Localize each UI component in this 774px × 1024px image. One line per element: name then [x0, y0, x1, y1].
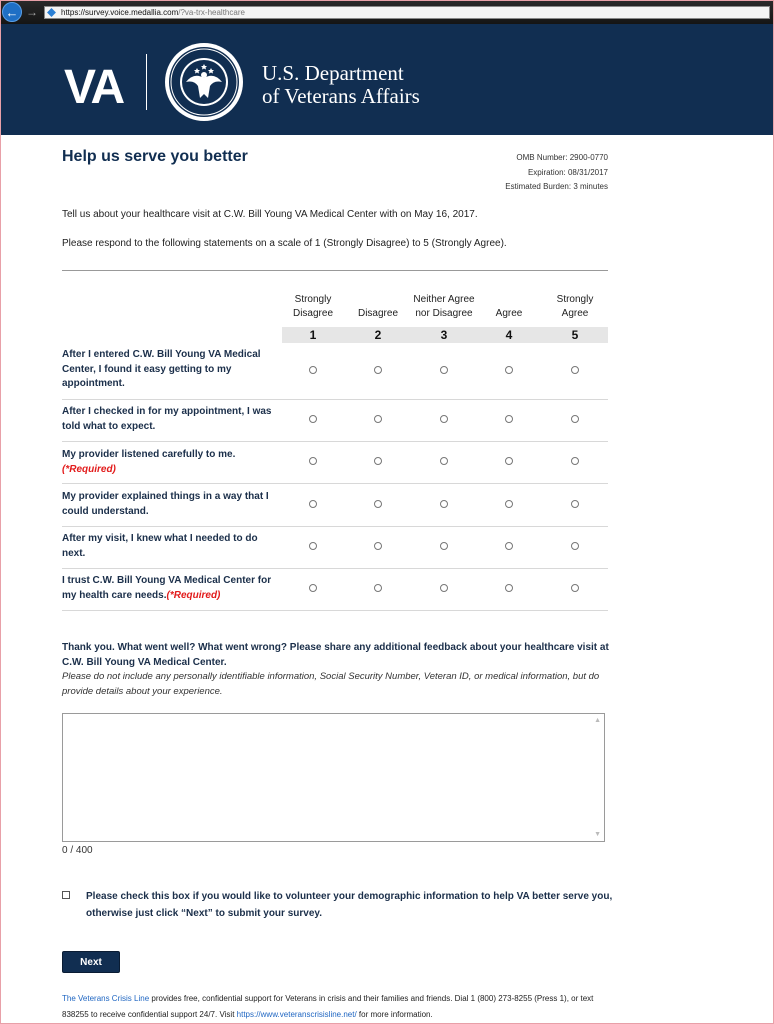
radio-q5-option-1[interactable] — [309, 542, 317, 550]
arrow-right-icon[interactable]: → — [26, 5, 38, 19]
character-counter: 0 / 400 — [62, 845, 93, 856]
crisis-line-link[interactable]: The Veterans Crisis Line — [62, 994, 150, 1003]
demographics-checkbox[interactable] — [62, 891, 70, 899]
question-row-3 — [62, 442, 608, 484]
radio-q2-option-5[interactable] — [571, 415, 579, 423]
scale-number-2: 2 — [374, 328, 382, 342]
radio-q4-option-3[interactable] — [440, 500, 448, 508]
radio-q1-option-5[interactable] — [571, 366, 579, 374]
question-text-5 — [62, 532, 277, 561]
feedback-note: Please do not include any personally identifiable information, Social Security Number, Veteran ID, or medical information, but do provide details about your experience. — [62, 671, 600, 697]
scale-label-5: Strongly Agree — [556, 294, 594, 319]
url-path: /?va-trx-healthcare — [178, 8, 245, 17]
question-text-4 — [62, 490, 277, 519]
radio-q4-option-2[interactable] — [374, 500, 382, 508]
site-favicon-icon — [47, 8, 56, 17]
scroll-down-icon[interactable]: ▼ — [594, 831, 601, 838]
dept-line-1: U.S. Department — [262, 61, 404, 85]
scale-label-4: Agree — [495, 308, 523, 319]
radio-q2-option-4[interactable] — [505, 415, 513, 423]
arrow-left-icon[interactable]: ← — [2, 2, 22, 22]
required-marker-6: (*Required) — [166, 589, 221, 601]
question-label-2: After I checked in for my appointment, I was told what to expect. — [62, 406, 272, 432]
question-label-5: After my visit, I knew what I needed to do next. — [62, 533, 258, 559]
radio-q5-option-2[interactable] — [374, 542, 382, 550]
radio-q4-option-4[interactable] — [505, 500, 513, 508]
radio-q2-option-3[interactable] — [440, 415, 448, 423]
radio-q3-option-4[interactable] — [505, 457, 513, 465]
question-label-6: I trust C.W. Bill Young VA Medical Center for my health care needs. — [62, 575, 272, 601]
feedback-textarea[interactable] — [62, 713, 605, 842]
crisis-line-footer — [62, 991, 622, 1023]
radio-q1-option-4[interactable] — [505, 366, 513, 374]
radio-q2-option-2[interactable] — [374, 415, 382, 423]
required-marker-3: (*Required) — [62, 463, 116, 475]
radio-q6-option-1[interactable] — [309, 584, 317, 592]
question-row-4 — [62, 484, 608, 527]
omb-burden: Estimated Burden: 3 minutes — [505, 182, 608, 191]
url-host: https://survey.voice.medallia.com — [61, 8, 179, 17]
omb-expiration: Expiration: 08/31/2017 — [527, 167, 608, 177]
radio-q5-option-3[interactable] — [440, 542, 448, 550]
scale-label-1: Strongly Disagree — [292, 294, 334, 319]
scale-number-5: 5 — [571, 328, 579, 342]
question-label-3: My provider listened carefully to me. — [62, 449, 236, 460]
question-row-5 — [62, 527, 608, 569]
radio-q1-option-3[interactable] — [440, 366, 448, 374]
radio-q6-option-3[interactable] — [440, 584, 448, 592]
radio-q4-option-5[interactable] — [571, 500, 579, 508]
omb-number: OMB Number: 2900-0770 — [516, 153, 608, 162]
browser-toolbar — [0, 0, 774, 24]
question-row-1 — [62, 343, 608, 400]
footer-text-2: for more information. — [356, 1010, 433, 1019]
question-label-4: My provider explained things in a way that I could understand. — [62, 491, 269, 517]
scale-number-4: 4 — [505, 328, 513, 342]
radio-q3-option-2[interactable] — [374, 457, 382, 465]
question-row-6 — [62, 569, 608, 611]
omb-info — [505, 151, 608, 195]
scale-label-3: Neither Agree nor Disagree — [413, 294, 475, 319]
radio-q1-option-1[interactable] — [309, 366, 317, 374]
scale-number-1: 1 — [309, 328, 317, 342]
question-label-1: After I entered C.W. Bill Young VA Medical Center, I found it easy getting to my appointment. — [62, 349, 261, 389]
radio-q5-option-5[interactable] — [571, 542, 579, 550]
demographics-label: Please check this box if you would like to volunteer your demographic information to help VA better serve you, otherwise just click “Next” to submit your survey. — [86, 891, 613, 919]
address-bar[interactable] — [44, 6, 770, 19]
radio-q3-option-1[interactable] — [309, 457, 317, 465]
header-banner — [0, 24, 774, 135]
radio-q6-option-2[interactable] — [374, 584, 382, 592]
divider — [62, 270, 608, 271]
question-text-3 — [62, 448, 277, 477]
page-title: Help us serve you better — [62, 148, 248, 165]
question-text-1 — [62, 348, 277, 392]
footer-text-1: provides free, confidential support for Veterans in crisis and their families and friends. Dial 1 (800) 273-8255 (Press 1), or text 838255 to receive confidential support 24/7. Visit — [62, 994, 594, 1019]
department-name — [262, 62, 420, 108]
dept-line-2: of Veterans Affairs — [262, 84, 420, 108]
question-row-2 — [62, 400, 608, 442]
va-logo[interactable]: VA — [64, 61, 124, 114]
logo-divider — [146, 54, 147, 110]
scale-label-2: Disagree — [357, 308, 399, 319]
crisis-site-link[interactable]: https://www.veteranscrisisline.net/ — [236, 1010, 357, 1019]
intro-text: Tell us about your healthcare visit at C.W. Bill Young VA Medical Center with on May 16, 2017. — [62, 209, 478, 220]
radio-q5-option-4[interactable] — [505, 542, 513, 550]
radio-q3-option-5[interactable] — [571, 457, 579, 465]
next-button[interactable]: Next — [62, 951, 120, 973]
radio-q4-option-1[interactable] — [309, 500, 317, 508]
instructions-text: Please respond to the following statements on a scale of 1 (Strongly Disagree) to 5 (Strongly Agree). — [62, 238, 507, 249]
radio-q6-option-5[interactable] — [571, 584, 579, 592]
question-text-6 — [62, 574, 277, 603]
scale-number-3: 3 — [440, 328, 448, 342]
scale-header-5 — [535, 293, 615, 321]
radio-q6-option-4[interactable] — [505, 584, 513, 592]
radio-q3-option-3[interactable] — [440, 457, 448, 465]
question-text-2 — [62, 405, 277, 434]
scroll-up-icon[interactable]: ▲ — [594, 717, 601, 724]
radio-q1-option-2[interactable] — [374, 366, 382, 374]
va-seal-icon — [164, 42, 244, 122]
feedback-question: Thank you. What went well? What went wrong? Please share any additional feedback about your healthcare visit at C.W. Bill Young VA Medical Center. — [62, 642, 609, 668]
radio-q2-option-1[interactable] — [309, 415, 317, 423]
